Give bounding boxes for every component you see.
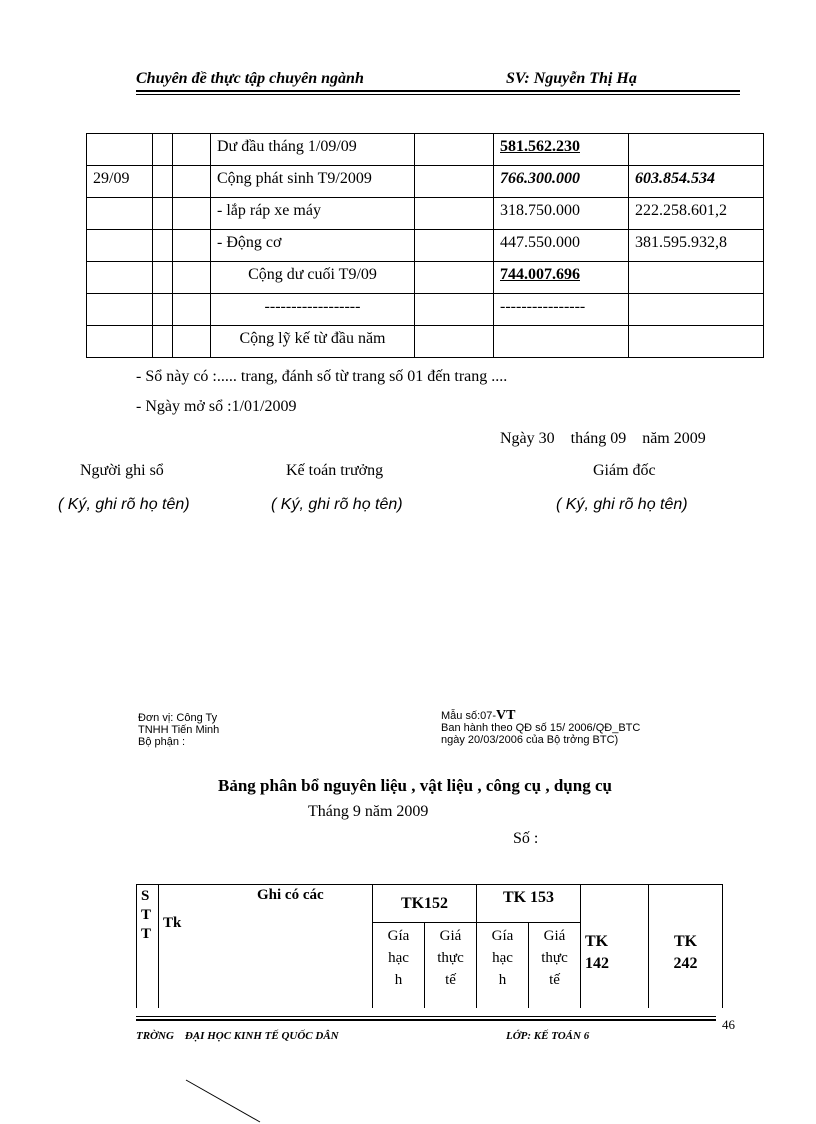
- ledger-empty-cell: [173, 326, 211, 358]
- ledger-desc-text: - Động cơ: [217, 234, 282, 251]
- ledger-desc: [211, 294, 415, 326]
- diagonal-line: [180, 1074, 270, 1124]
- ledger-v2: [629, 198, 764, 230]
- alloc-153-gia-hach: Gía hạc h: [477, 923, 529, 1009]
- table-row: [87, 262, 764, 294]
- form-line3: ngày 20/03/2006 của Bộ trởng BTC): [441, 734, 619, 746]
- ledger-v1: [494, 262, 629, 294]
- ledger-v1-text: 766.300.000: [500, 170, 580, 187]
- footer-rule: [136, 1019, 716, 1021]
- unit-line2: TNHH Tiến Minh: [138, 724, 220, 736]
- table-row: [87, 230, 764, 262]
- so-label: Số :: [513, 830, 539, 847]
- ledger-v2-text: 381.595.932,8: [635, 234, 727, 251]
- ledger-v2: [629, 134, 764, 166]
- table-row: [87, 198, 764, 230]
- ledger-date: [87, 262, 153, 294]
- ledger-v2: [629, 326, 764, 358]
- ledger-desc-text: - lắp ráp xe máy: [217, 202, 321, 219]
- ledger-empty-cell: [153, 262, 173, 294]
- alloc-tk: Tk: [163, 915, 182, 931]
- alloc-table: [136, 884, 723, 1008]
- header-right: SV: Nguyễn Thị Hạ: [506, 70, 637, 87]
- ledger-table: [86, 133, 764, 358]
- signer-director-title: Giám đốc: [593, 462, 656, 479]
- table-row: [87, 326, 764, 358]
- header-rule-thin: [136, 94, 740, 95]
- header-left: Chuyên đề thực tập chuyên ngành: [136, 70, 364, 87]
- ledger-empty-cell: [415, 198, 494, 230]
- signer-recorder-title: Người ghi sổ: [80, 462, 164, 479]
- footer-rule-thin: [136, 1016, 716, 1017]
- ledger-v1: [494, 230, 629, 262]
- ledger-date: [87, 326, 153, 358]
- alloc-tk152: TK152: [373, 885, 477, 923]
- note-pages: - Sổ này có :..... trang, đánh số từ trang số 01 đến trang ....: [136, 368, 508, 385]
- ledger-desc: [211, 262, 415, 294]
- alloc-table-wrap: [136, 884, 728, 1008]
- ledger-date: [87, 294, 153, 326]
- ledger-v2-text: 222.258.601,2: [635, 202, 727, 219]
- form-code-prefix: Mẫu số:07-: [441, 710, 497, 722]
- signer-chief-accountant-title: Kế toán trưởng: [286, 462, 384, 479]
- date-line: Ngày 30 tháng 09 năm 2009: [500, 430, 706, 447]
- ledger-v1: [494, 166, 629, 198]
- ledger-date: [87, 134, 153, 166]
- ledger-empty-cell: [173, 294, 211, 326]
- form-block: [441, 710, 640, 746]
- ledger-v2-text: 603.854.534: [635, 170, 715, 187]
- ledger-empty-cell: [153, 230, 173, 262]
- ledger-v2: [629, 262, 764, 294]
- ledger-empty-cell: [173, 166, 211, 198]
- signer-director-sub: ( Ký, ghi rõ họ tên): [556, 496, 688, 513]
- alloc-tk153: TK 153: [477, 885, 581, 923]
- page-number: 46: [722, 1017, 735, 1032]
- alloc-ghi-co: Ghi có các: [257, 887, 324, 903]
- ledger-desc-text: Cộng dư cuối T9/09: [248, 266, 377, 283]
- ledger-v1-text: 318.750.000: [500, 202, 580, 219]
- ledger-empty-cell: [415, 134, 494, 166]
- form-line2: Ban hành theo QĐ số 15/ 2006/QĐ_BTC: [441, 722, 641, 734]
- table-row: [87, 134, 764, 166]
- ledger-desc-text: Cộng phát sinh T9/2009: [217, 170, 372, 187]
- ledger-v1: [494, 198, 629, 230]
- alloc-tk242: TK 242: [649, 885, 723, 1009]
- alloc-stt: S T T: [137, 885, 159, 1009]
- ledger-empty-cell: [415, 294, 494, 326]
- ledger-v1-text: 744.007.696: [500, 266, 580, 283]
- ledger-empty-cell: [153, 166, 173, 198]
- page-subtitle: Tháng 9 năm 2009: [308, 803, 429, 820]
- ledger-date-text: 29/09: [93, 170, 130, 187]
- ledger-v2: [629, 230, 764, 262]
- ledger-desc: [211, 198, 415, 230]
- ledger-desc: [211, 326, 415, 358]
- unit-line3: Bộ phận :: [138, 736, 186, 748]
- ledger-v1-text: 581.562.230: [500, 138, 580, 155]
- ledger-empty-cell: [153, 294, 173, 326]
- ledger-v1-text: ----------------: [500, 298, 586, 315]
- ledger-empty-cell: [153, 198, 173, 230]
- alloc-152-gia-hach: Gía hạc h: [373, 923, 425, 1009]
- alloc-152-gia-thuc: Giá thực tế: [425, 923, 477, 1009]
- ledger-desc-text: ------------------: [264, 298, 361, 315]
- ledger-empty-cell: [173, 198, 211, 230]
- ledger-empty-cell: [173, 262, 211, 294]
- ledger-desc-text: Cộng lỹ kế từ đầu năm: [239, 330, 386, 347]
- ledger-desc-text: Dư đầu tháng 1/09/09: [217, 138, 357, 155]
- note-open-date: - Ngày mở sổ :1/01/2009: [136, 398, 297, 415]
- ledger-date: [87, 198, 153, 230]
- table-row: [87, 166, 764, 198]
- signer-chief-accountant-sub: ( Ký, ghi rõ họ tên): [271, 496, 403, 513]
- ledger-v2: [629, 294, 764, 326]
- ledger-empty-cell: [415, 230, 494, 262]
- ledger-empty-cell: [153, 326, 173, 358]
- ledger-desc: [211, 230, 415, 262]
- alloc-ghi-co-tk: [159, 885, 373, 1009]
- form-code: VT: [496, 708, 516, 723]
- ledger-desc: [211, 166, 415, 198]
- page-title: Bảng phân bổ nguyên liệu , vật liệu , công cụ , dụng cụ: [218, 776, 612, 795]
- table-row: [87, 294, 764, 326]
- header-rule: [136, 90, 740, 92]
- ledger-v1: [494, 134, 629, 166]
- ledger-v1: [494, 326, 629, 358]
- ledger-desc: [211, 134, 415, 166]
- ledger-empty-cell: [173, 230, 211, 262]
- footer-left: TRỜNG ĐẠI HỌC KINH TẾ QUỐC DÂN: [136, 1030, 339, 1042]
- ledger-date: [87, 230, 153, 262]
- ledger-empty-cell: [173, 134, 211, 166]
- ledger-date: [87, 166, 153, 198]
- ledger-empty-cell: [153, 134, 173, 166]
- unit-line1: Đơn vị: Công Ty: [138, 712, 218, 724]
- ledger-v2: [629, 166, 764, 198]
- footer-right: LỚP: KẾ TOÁN 6: [506, 1030, 590, 1042]
- ledger-empty-cell: [415, 166, 494, 198]
- ledger-v1-text: 447.550.000: [500, 234, 580, 251]
- ledger-v1: [494, 294, 629, 326]
- ledger-empty-cell: [415, 326, 494, 358]
- ledger-empty-cell: [415, 262, 494, 294]
- alloc-tk142: TK 142: [581, 885, 649, 1009]
- unit-block: [138, 712, 219, 748]
- alloc-153-gia-thuc: Giá thực tế: [529, 923, 581, 1009]
- signer-recorder-sub: ( Ký, ghi rõ họ tên): [58, 496, 190, 513]
